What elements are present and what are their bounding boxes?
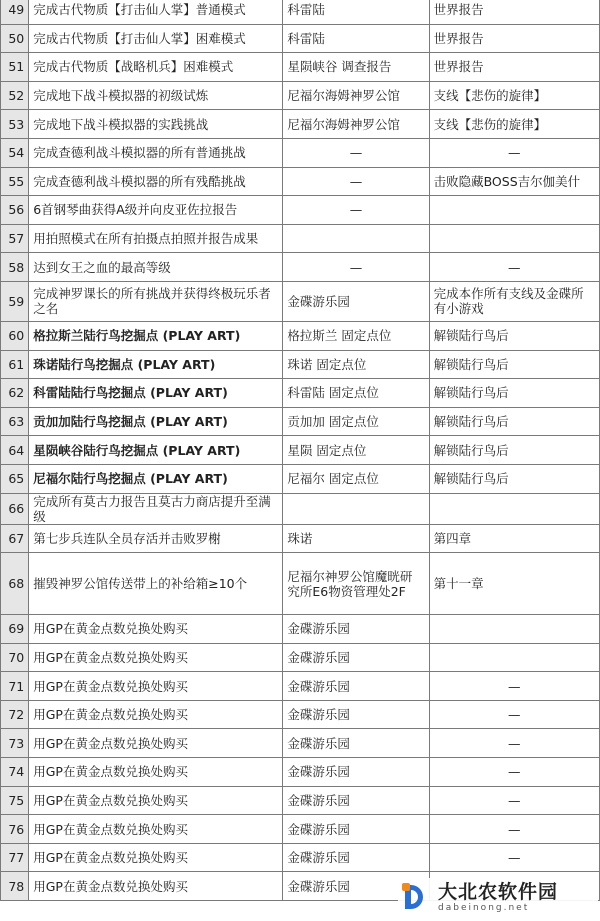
location-cell: 科雷陆 固定点位 (283, 379, 429, 408)
task-cell: 贡加加陆行鸟挖掘点 (PLAY ART) (29, 407, 283, 436)
row-number: 54 (1, 138, 29, 167)
row-number: 75 (1, 786, 29, 815)
note-cell: — (429, 700, 599, 729)
table-row (1, 81, 600, 110)
table-row (1, 493, 600, 524)
watermark-subtitle: dabeinong.net (438, 903, 530, 913)
row-number: 71 (1, 672, 29, 701)
location-cell: 金碟游乐园 (283, 643, 429, 672)
location-cell: — (283, 167, 429, 196)
note-cell: 第十一章 (429, 553, 599, 615)
row-number: 52 (1, 81, 29, 110)
note-cell (429, 643, 599, 672)
task-cell: 用GP在黄金点数兑换处购买 (29, 672, 283, 701)
table-row (1, 700, 600, 729)
note-cell: 世界报告 (429, 0, 599, 24)
task-cell: 用GP在黄金点数兑换处购买 (29, 643, 283, 672)
table-row (1, 196, 600, 225)
location-cell: 星陨峡谷 调查报告 (283, 53, 429, 82)
table-row (1, 53, 600, 82)
task-cell: 星陨峡谷陆行鸟挖掘点 (PLAY ART) (29, 436, 283, 465)
location-cell: 金碟游乐园 (283, 615, 429, 644)
location-cell: — (283, 253, 429, 282)
location-cell: — (283, 138, 429, 167)
note-cell: — (429, 138, 599, 167)
note-cell: 解锁陆行鸟后 (429, 350, 599, 379)
table-row (1, 615, 600, 644)
task-cell: 完成查德利战斗模拟器的所有残酷挑战 (29, 167, 283, 196)
table-row (1, 253, 600, 282)
note-cell: — (429, 758, 599, 787)
table-row (1, 224, 600, 253)
row-number: 61 (1, 350, 29, 379)
location-cell: 尼福尔神罗公馆魔晄研究所E6物资管理处2F (283, 553, 429, 615)
location-cell: 格拉斯兰 固定点位 (283, 321, 429, 350)
location-cell: 科雷陆 (283, 0, 429, 24)
task-cell: 用GP在黄金点数兑换处购买 (29, 729, 283, 758)
note-cell: 世界报告 (429, 53, 599, 82)
task-cell: 摧毁神罗公馆传送带上的补给箱≥10个 (29, 553, 283, 615)
task-cell: 用GP在黄金点数兑换处购买 (29, 786, 283, 815)
row-number: 77 (1, 843, 29, 872)
task-cell: 用GP在黄金点数兑换处购买 (29, 758, 283, 787)
task-cell: 完成古代物质【战略机兵】困难模式 (29, 53, 283, 82)
location-cell: 科雷陆 (283, 24, 429, 53)
note-cell: 第四章 (429, 524, 599, 553)
watermark-title: 大北农软件园 (438, 881, 559, 903)
table-row (1, 672, 600, 701)
location-cell: 贡加加 固定点位 (283, 407, 429, 436)
row-number: 63 (1, 407, 29, 436)
row-number: 56 (1, 196, 29, 225)
task-cell: 完成地下战斗模拟器的初级试炼 (29, 81, 283, 110)
task-cell: 第七步兵连队全员存活并击败罗榭 (29, 524, 283, 553)
row-number: 49 (1, 0, 29, 24)
task-cell: 用GP在黄金点数兑换处购买 (29, 615, 283, 644)
note-cell (429, 196, 599, 225)
table-row (1, 464, 600, 493)
task-cell: 珠诺陆行鸟挖掘点 (PLAY ART) (29, 350, 283, 379)
location-cell: 金碟游乐园 (283, 815, 429, 844)
location-cell (283, 493, 429, 524)
location-cell: 金碟游乐园 (283, 672, 429, 701)
row-number: 65 (1, 464, 29, 493)
row-number: 66 (1, 493, 29, 524)
task-cell: 6首钢琴曲获得A级并向皮亚佐拉报告 (29, 196, 283, 225)
table-row (1, 643, 600, 672)
note-cell (429, 615, 599, 644)
table-row (1, 815, 600, 844)
row-number: 73 (1, 729, 29, 758)
location-cell (283, 224, 429, 253)
row-number: 51 (1, 53, 29, 82)
location-cell: 星陨 固定点位 (283, 436, 429, 465)
row-number: 74 (1, 758, 29, 787)
table-row (1, 0, 600, 24)
location-cell: 金碟游乐园 (283, 786, 429, 815)
row-number: 64 (1, 436, 29, 465)
row-number: 53 (1, 110, 29, 139)
table-row (1, 758, 600, 787)
note-cell: 解锁陆行鸟后 (429, 379, 599, 408)
note-cell (429, 224, 599, 253)
note-cell: 支线【悲伤的旋律】 (429, 81, 599, 110)
table-row (1, 350, 600, 379)
row-number: 58 (1, 253, 29, 282)
note-cell: 世界报告 (429, 24, 599, 53)
task-cell: 完成所有莫古力报告且莫古力商店提升至满级 (29, 493, 283, 524)
table-row (1, 553, 600, 615)
row-number: 78 (1, 872, 29, 901)
table-row (1, 524, 600, 553)
task-cell: 完成查德利战斗模拟器的所有普通挑战 (29, 138, 283, 167)
task-cell: 完成地下战斗模拟器的实践挑战 (29, 110, 283, 139)
task-cell: 尼福尔陆行鸟挖掘点 (PLAY ART) (29, 464, 283, 493)
location-cell: 金碟游乐园 (283, 700, 429, 729)
task-cell: 用GP在黄金点数兑换处购买 (29, 843, 283, 872)
table-row (1, 786, 600, 815)
note-cell: 解锁陆行鸟后 (429, 407, 599, 436)
row-number: 76 (1, 815, 29, 844)
row-number: 68 (1, 553, 29, 615)
table-row (1, 379, 600, 408)
table-row (1, 407, 600, 436)
table-row (1, 167, 600, 196)
table-row (1, 138, 600, 167)
location-cell: 尼福尔海姆神罗公馆 (283, 81, 429, 110)
row-number: 69 (1, 615, 29, 644)
location-cell: 金碟游乐园 (283, 758, 429, 787)
location-cell: 金碟游乐园 (283, 872, 429, 901)
table-body (1, 0, 600, 901)
note-cell: 解锁陆行鸟后 (429, 436, 599, 465)
note-cell (429, 493, 599, 524)
note-cell: 完成本作所有支线及金碟所有小游戏 (429, 281, 599, 321)
task-cell: 完成神罗课长的所有挑战并获得终极玩乐者之名 (29, 281, 283, 321)
table-row (1, 436, 600, 465)
row-number: 57 (1, 224, 29, 253)
task-cell: 达到女王之血的最高等级 (29, 253, 283, 282)
row-number: 59 (1, 281, 29, 321)
task-cell: 用GP在黄金点数兑换处购买 (29, 815, 283, 844)
table-row (1, 24, 600, 53)
task-cell: 格拉斯兰陆行鸟挖掘点 (PLAY ART) (29, 321, 283, 350)
table-row (1, 321, 600, 350)
site-watermark (398, 878, 598, 918)
location-cell: 珠诺 固定点位 (283, 350, 429, 379)
location-cell: 尼福尔海姆神罗公馆 (283, 110, 429, 139)
note-cell: — (429, 815, 599, 844)
note-cell: — (429, 786, 599, 815)
table-row (1, 110, 600, 139)
row-number: 72 (1, 700, 29, 729)
location-cell: 金碟游乐园 (283, 843, 429, 872)
row-number: 55 (1, 167, 29, 196)
note-cell: 支线【悲伤的旋律】 (429, 110, 599, 139)
row-number: 50 (1, 24, 29, 53)
location-cell: — (283, 196, 429, 225)
table-row (1, 729, 600, 758)
task-cell: 完成古代物质【打击仙人掌】困难模式 (29, 24, 283, 53)
site-logo-icon (402, 883, 432, 913)
task-cell: 用GP在黄金点数兑换处购买 (29, 700, 283, 729)
row-number: 62 (1, 379, 29, 408)
note-cell: — (429, 843, 599, 872)
row-number: 70 (1, 643, 29, 672)
note-cell: — (429, 253, 599, 282)
task-cell: 科雷陆陆行鸟挖掘点 (PLAY ART) (29, 379, 283, 408)
task-cell: 用GP在黄金点数兑换处购买 (29, 872, 283, 901)
note-cell: 解锁陆行鸟后 (429, 464, 599, 493)
note-cell: 击败隐藏BOSS吉尔伽美什 (429, 167, 599, 196)
location-cell: 珠诺 (283, 524, 429, 553)
table-row (1, 281, 600, 321)
location-cell: 尼福尔 固定点位 (283, 464, 429, 493)
location-cell: 金碟游乐园 (283, 729, 429, 758)
note-cell: — (429, 729, 599, 758)
location-cell: 金碟游乐园 (283, 281, 429, 321)
task-cell: 完成古代物质【打击仙人掌】普通模式 (29, 0, 283, 24)
note-cell: 解锁陆行鸟后 (429, 321, 599, 350)
note-cell: — (429, 672, 599, 701)
table-row (1, 843, 600, 872)
row-number: 60 (1, 321, 29, 350)
row-number: 67 (1, 524, 29, 553)
task-cell: 用拍照模式在所有拍摄点拍照并报告成果 (29, 224, 283, 253)
